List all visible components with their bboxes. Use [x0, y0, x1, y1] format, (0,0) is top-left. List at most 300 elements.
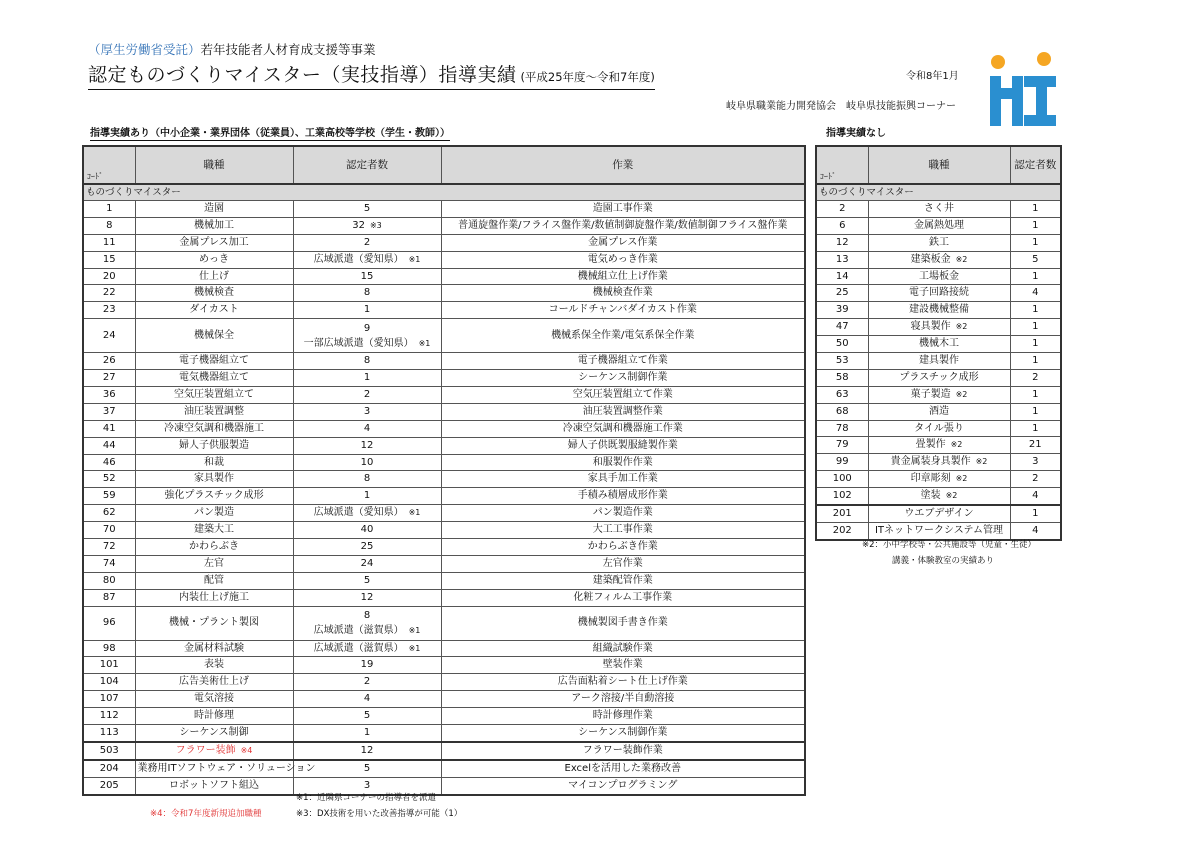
work-name: 時計修理作業	[592, 710, 653, 722]
count-note: ※1	[408, 643, 421, 653]
job-name: ウエブデザイン	[904, 507, 974, 519]
table-row	[816, 319, 1061, 336]
work-name: パン製造作業	[592, 507, 653, 519]
code-cell	[83, 370, 135, 387]
count-cell	[1010, 336, 1061, 353]
work-cell	[441, 555, 805, 572]
job-cell	[135, 201, 293, 218]
work-name: 広告面粘着シート仕上げ作業	[557, 676, 688, 688]
job-name: 建具製作	[919, 354, 959, 366]
table-row	[83, 760, 805, 777]
table-row	[816, 403, 1061, 420]
job-name: 工場板金	[919, 270, 959, 282]
code-value: 13	[835, 253, 849, 265]
code-cell	[83, 708, 135, 725]
code-cell	[816, 285, 868, 302]
count-cell	[1010, 268, 1061, 285]
job-cell	[135, 691, 293, 708]
code-value: 98	[102, 642, 116, 654]
count-detail: 広域派遣（滋賀県）	[313, 625, 404, 637]
job-cell	[135, 251, 293, 268]
work-cell	[441, 403, 805, 420]
code-cell	[816, 471, 868, 488]
job-name: 内装仕上げ施工	[179, 591, 249, 603]
work-cell	[441, 606, 805, 640]
table-row	[83, 370, 805, 387]
job-name: かわらぶき	[189, 540, 239, 552]
job-cell	[135, 760, 316, 777]
code-value: 78	[835, 422, 849, 434]
code-cell	[816, 403, 868, 420]
job-cell	[135, 488, 293, 505]
count-value: 24	[360, 557, 374, 569]
work-name: かわらぶき作業	[587, 540, 658, 552]
count-value: 5	[1032, 253, 1039, 265]
job-cell	[868, 353, 1010, 370]
code-value: 44	[102, 439, 116, 451]
count-cell	[293, 268, 441, 285]
job-name: 冷凍空気調和機器施工	[164, 422, 264, 434]
table-row	[83, 691, 805, 708]
work-cell	[441, 725, 805, 742]
code-value: 79	[835, 439, 849, 451]
code-value: 15	[102, 253, 116, 265]
code-cell	[83, 217, 135, 234]
job-cell	[135, 674, 293, 691]
code-value: 46	[102, 456, 116, 468]
code-cell	[816, 302, 868, 319]
code-cell	[83, 777, 135, 794]
work-cell	[441, 572, 805, 589]
work-name: アーク溶接/半自動溶接	[571, 693, 675, 705]
code-cell	[83, 471, 135, 488]
count-value: 4	[1032, 490, 1039, 502]
job-cell	[135, 370, 293, 387]
code-value: 47	[835, 321, 849, 333]
job-name: 建設機械整備	[909, 304, 969, 316]
header-subtitle	[88, 40, 376, 58]
job-cell	[868, 217, 1010, 234]
work-name: 和服製作作業	[592, 456, 653, 468]
job-name: パン製造	[194, 507, 234, 519]
code-cell	[83, 403, 135, 420]
count-cell	[293, 572, 441, 589]
code-value: 27	[102, 372, 116, 384]
table-header-row	[83, 146, 805, 184]
table-row	[83, 403, 805, 420]
count-cell	[293, 201, 441, 218]
job-name: 広告美術仕上げ	[179, 676, 249, 688]
count-value: 9	[363, 322, 371, 334]
job-cell	[135, 268, 293, 285]
count-cell	[1010, 403, 1061, 420]
count-value: 1	[1032, 219, 1039, 231]
count-value: 1	[363, 726, 371, 738]
code-value: 63	[835, 388, 849, 400]
work-cell	[441, 505, 805, 522]
code-cell	[83, 437, 135, 454]
table-row	[83, 319, 805, 353]
work-cell	[441, 353, 805, 370]
job-name: 塗装	[920, 490, 941, 502]
count-cell	[1010, 505, 1061, 522]
count-note: ※1	[408, 626, 421, 636]
job-name: 機械木工	[919, 338, 959, 350]
work-cell	[441, 522, 805, 539]
code-value: 202	[832, 524, 852, 536]
job-cell	[135, 437, 293, 454]
count-line	[296, 623, 439, 638]
instruction-results-table	[82, 145, 806, 796]
job-cell	[135, 505, 293, 522]
work-name: マイコンプログラミング	[568, 779, 678, 791]
code-cell	[83, 488, 135, 505]
table-row	[816, 353, 1061, 370]
count-value: 1	[1032, 354, 1039, 366]
table-row	[83, 539, 805, 556]
job-name: 電気溶接	[194, 693, 234, 705]
count-cell	[293, 657, 441, 674]
work-name: 空気圧装置組立て作業	[572, 388, 673, 400]
code-value: 23	[102, 304, 116, 316]
job-cell	[135, 777, 293, 794]
job-name: 建築板金	[910, 253, 951, 265]
count-line	[296, 321, 439, 336]
work-name: 組織試験作業	[592, 642, 653, 654]
code-cell	[816, 336, 868, 353]
table-row	[816, 386, 1061, 403]
count-value: 4	[1032, 524, 1039, 536]
work-cell	[441, 251, 805, 268]
work-cell	[441, 234, 805, 251]
job-name: 機械保全	[194, 329, 234, 341]
table-row	[816, 488, 1061, 505]
work-name: 油圧装置調整作業	[582, 405, 663, 417]
code-value: 96	[102, 617, 116, 629]
count-cell	[293, 606, 441, 640]
column-header-work: 作業	[441, 146, 805, 184]
code-cell	[83, 725, 135, 742]
count-value: 25	[360, 540, 374, 552]
count-value: 1	[1032, 270, 1039, 282]
count-cell	[293, 708, 441, 725]
count-value: 5	[363, 710, 371, 722]
subtitle-commission: （厚生労働省受託）	[88, 42, 201, 57]
count-value: 広域派遣（愛知県）	[313, 253, 404, 265]
code-cell	[83, 589, 135, 606]
job-name: めっき	[199, 253, 229, 265]
job-name: 菓子製造	[910, 388, 951, 400]
job-cell	[868, 369, 1010, 386]
work-cell	[441, 589, 805, 606]
count-cell	[1010, 251, 1061, 268]
work-name: 冷凍空気調和機器施工作業	[562, 422, 683, 434]
code-cell	[816, 268, 868, 285]
footnote-4: ※4：令和7年度新規追加職種	[150, 809, 262, 819]
job-note: ※2	[975, 457, 988, 467]
count-value: 19	[360, 659, 374, 671]
code-cell	[816, 488, 868, 505]
footnote-2-continued: 講義・体験教室の実績あり	[892, 556, 995, 566]
work-cell	[441, 285, 805, 302]
code-value: 205	[99, 779, 119, 791]
job-cell	[135, 522, 293, 539]
job-name: 電気機器組立て	[179, 372, 249, 384]
job-name: 時計修理	[194, 710, 234, 722]
job-cell	[868, 386, 1010, 403]
count-cell	[293, 302, 441, 319]
count-note: ※1	[418, 338, 431, 348]
code-cell	[83, 640, 135, 657]
code-value: 201	[832, 507, 852, 519]
work-name: 機械検査作業	[592, 287, 653, 299]
table-row	[83, 777, 805, 794]
title-main: 認定ものづくりマイスター（実技指導）指導実績	[88, 64, 517, 86]
work-name: シーケンス制御作業	[578, 726, 668, 738]
count-value: 4	[363, 422, 371, 434]
job-cell	[868, 488, 1010, 505]
job-cell	[868, 201, 1010, 218]
code-value: 6	[839, 219, 846, 231]
title-period: (平成25年度～令和7年度)	[520, 70, 655, 84]
table-row	[83, 353, 805, 370]
job-name: 和裁	[204, 456, 224, 468]
work-cell	[441, 471, 805, 488]
job-name: 金属熱処理	[914, 219, 964, 231]
count-value: 4	[363, 693, 371, 705]
job-name: 機械検査	[194, 287, 234, 299]
job-cell	[135, 234, 293, 251]
job-name: 寝具製作	[910, 321, 951, 333]
work-name: 機械組立仕上げ作業	[577, 270, 668, 282]
code-value: 41	[102, 422, 116, 434]
count-cell	[1010, 353, 1061, 370]
column-header-code: ｺｰﾄﾞ	[816, 146, 868, 184]
code-value: 70	[102, 524, 116, 536]
code-cell	[816, 201, 868, 218]
count-cell	[293, 319, 441, 353]
work-name: 造園工事作業	[592, 202, 653, 214]
code-value: 14	[835, 270, 849, 282]
job-note: ※2	[950, 440, 963, 450]
job-cell	[135, 353, 293, 370]
footnote-2: ※2：小中学校等・公共施設等（児童・生徒）	[862, 540, 1037, 550]
table-row	[83, 285, 805, 302]
work-cell	[441, 302, 805, 319]
table-row	[83, 555, 805, 572]
work-cell	[441, 454, 805, 471]
count-detail: 一部広域派遣（愛知県）	[303, 337, 414, 349]
code-value: 62	[102, 507, 116, 519]
job-cell	[135, 589, 293, 606]
code-value: 102	[832, 490, 852, 502]
code-cell	[816, 251, 868, 268]
work-name: 大工工事作業	[592, 524, 653, 536]
code-cell	[816, 505, 868, 522]
code-cell	[83, 760, 135, 777]
code-cell	[83, 522, 135, 539]
job-name: ダイカスト	[189, 304, 239, 316]
count-value: 32	[352, 219, 365, 231]
count-cell	[293, 471, 441, 488]
job-cell	[135, 708, 293, 725]
work-cell	[441, 539, 805, 556]
work-cell	[441, 708, 805, 725]
job-cell	[868, 285, 1010, 302]
job-cell	[135, 387, 293, 404]
count-cell	[1010, 201, 1061, 218]
work-name: 家具手加工作業	[587, 473, 658, 485]
job-name: 家具製作	[194, 473, 234, 485]
code-value: 87	[102, 591, 116, 603]
job-cell	[868, 319, 1010, 336]
table-row	[816, 454, 1061, 471]
count-value: 12	[360, 591, 374, 603]
table-row	[83, 471, 805, 488]
section-row	[816, 184, 1061, 201]
code-value: 26	[102, 355, 116, 367]
job-name: ロボットソフト組込	[169, 779, 259, 791]
code-value: 503	[99, 744, 119, 756]
count-cell	[1010, 437, 1061, 454]
count-value: 40	[360, 524, 374, 536]
code-cell	[83, 657, 135, 674]
code-cell	[83, 606, 135, 640]
code-value: 52	[102, 473, 116, 485]
code-value: 53	[835, 354, 849, 366]
code-cell	[83, 302, 135, 319]
count-value: 1	[1032, 405, 1039, 417]
right-table-caption: 指導実績なし	[826, 128, 886, 139]
code-value: 107	[99, 693, 119, 705]
job-name: 業務用ITソフトウェア・ソリューション	[137, 762, 316, 774]
work-cell	[441, 742, 805, 760]
job-cell	[135, 403, 293, 420]
count-value: 1	[1032, 422, 1039, 434]
code-cell	[816, 522, 868, 539]
work-name: フラワー装飾作業	[582, 744, 663, 756]
work-cell	[441, 657, 805, 674]
column-header-job: 職種	[868, 146, 1010, 184]
column-header-count: 認定者数	[293, 146, 441, 184]
count-value: 1	[1032, 321, 1039, 333]
subtitle-project: 若年技能者人材育成支援等事業	[200, 42, 376, 57]
table-row	[83, 234, 805, 251]
code-value: 8	[106, 219, 113, 231]
code-value: 113	[99, 726, 119, 738]
code-cell	[83, 285, 135, 302]
count-value: 1	[363, 372, 371, 384]
count-cell	[293, 420, 441, 437]
count-value: 1	[1032, 202, 1039, 214]
job-name: シーケンス制御	[179, 726, 249, 738]
job-cell	[135, 606, 293, 640]
code-cell	[83, 555, 135, 572]
count-value: 2	[363, 388, 371, 400]
job-name: 仕上げ	[199, 270, 229, 282]
job-note: ※4	[240, 745, 253, 755]
job-cell	[868, 454, 1010, 471]
code-cell	[83, 454, 135, 471]
table-row	[816, 420, 1061, 437]
code-cell	[83, 691, 135, 708]
table-row	[83, 606, 805, 640]
table-row	[816, 217, 1061, 234]
count-value: 1	[363, 490, 371, 502]
job-cell	[135, 420, 293, 437]
job-cell	[135, 572, 293, 589]
job-cell	[135, 302, 293, 319]
code-value: 204	[99, 762, 119, 774]
count-value: 8	[363, 473, 371, 485]
work-cell	[441, 777, 805, 794]
column-header-code: ｺｰﾄﾞ	[83, 146, 135, 184]
count-note: ※1	[408, 254, 421, 264]
job-note: ※2	[955, 254, 968, 264]
count-value: 1	[1032, 338, 1039, 350]
job-cell	[135, 285, 293, 302]
work-name: 機械系保全作業/電気系保全作業	[551, 329, 695, 341]
left-table-caption: 指導実績あり（中小企業・業界団体（従業員）、工業高校等学校（学生・教師））	[90, 124, 450, 141]
code-cell	[83, 742, 135, 760]
table-row	[816, 302, 1061, 319]
count-value: 広域派遣（愛知県）	[313, 507, 404, 519]
work-name: 化粧フィルム工事作業	[573, 591, 673, 603]
job-name: プラスチック成形	[899, 371, 979, 383]
table-row	[83, 708, 805, 725]
table-row	[83, 589, 805, 606]
table-row	[83, 302, 805, 319]
job-name: フラワー装飾	[175, 744, 236, 756]
count-cell	[1010, 369, 1061, 386]
no-results-table	[815, 145, 1062, 541]
count-value: 1	[1032, 388, 1039, 400]
count-cell	[293, 589, 441, 606]
code-cell	[83, 572, 135, 589]
job-cell	[135, 539, 293, 556]
work-cell	[441, 640, 805, 657]
code-cell	[816, 437, 868, 454]
table-row	[83, 217, 805, 234]
code-cell	[83, 353, 135, 370]
code-value: 1	[106, 202, 113, 214]
code-cell	[816, 234, 868, 251]
count-value: 2	[1032, 371, 1039, 383]
table-row	[816, 234, 1061, 251]
job-cell	[135, 471, 293, 488]
count-cell	[293, 505, 441, 522]
count-cell	[1010, 234, 1061, 251]
page-title	[88, 60, 655, 90]
work-cell	[441, 268, 805, 285]
work-name: 壁装作業	[602, 659, 643, 671]
job-name: 電子機器組立て	[179, 355, 249, 367]
work-name: 普通旋盤作業/フライス盤作業/数値制御旋盤作業/数値制御フライス盤作業	[458, 219, 788, 231]
work-name: コールドチャンバダイカスト作業	[548, 304, 697, 316]
table-row	[83, 657, 805, 674]
job-note: ※2	[955, 322, 968, 332]
table-row	[83, 488, 805, 505]
work-name: 建築配管作業	[592, 574, 653, 586]
table-row	[83, 387, 805, 404]
job-cell	[868, 251, 1010, 268]
code-cell	[83, 268, 135, 285]
job-name: 金属プレス加工	[179, 236, 249, 248]
table-row	[83, 522, 805, 539]
table-row	[816, 251, 1061, 268]
job-name: 機械加工	[194, 219, 234, 231]
count-value: 12	[360, 744, 374, 756]
